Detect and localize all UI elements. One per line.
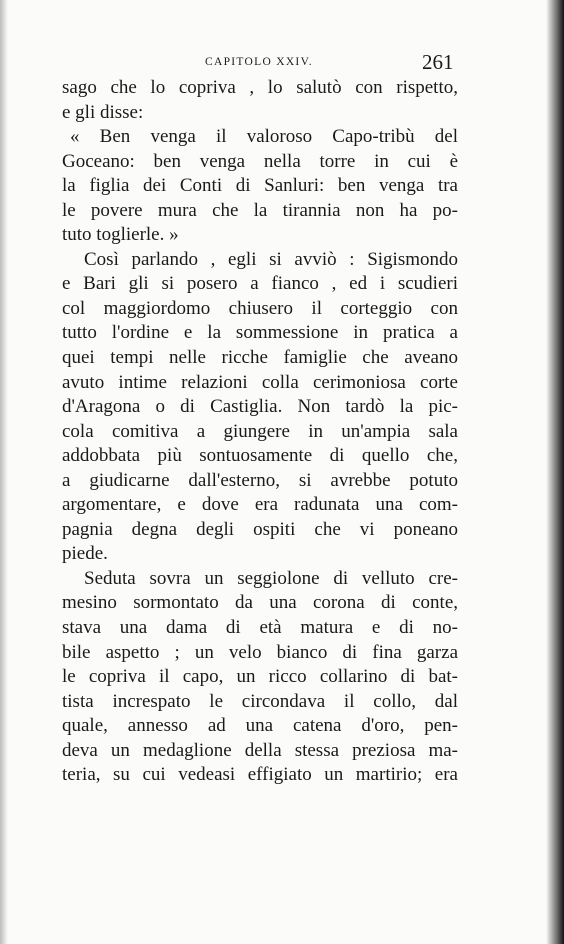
text-line: col maggiordomo chiusero il corteggio con (62, 297, 458, 319)
text-line: le copriva il capo, un ricco collarino di bat- (62, 666, 458, 688)
text-line: pagnia degna degli ospiti che vi poneano (62, 518, 458, 540)
text-line: avuto intime relazioni colla cerimoniosa corte (62, 371, 458, 393)
text-line: « Ben venga il valoroso Capo-tribù del (70, 126, 458, 148)
body-text (62, 76, 458, 788)
text-line: quei tempi nelle ricche famiglie che aveano (62, 347, 458, 369)
text-line: e Bari gli si posero a fianco , ed i scudieri (62, 273, 458, 295)
running-head: CAPITOLO XXIV. (205, 56, 313, 68)
text-line: addobbata più sontuosamente di quello che, (62, 445, 458, 467)
text-line: a giudicarne dall'esterno, si avrebbe potuto (62, 469, 458, 491)
text-line: deva un medaglione della stessa preziosa ma- (62, 739, 458, 761)
text-line: quale, annesso ad una catena d'oro, pen- (62, 715, 458, 737)
text-line: e gli disse: (62, 101, 144, 123)
text-line: le povere mura che la tirannia non ha po- (62, 199, 458, 221)
text-line: Così parlando , egli si avviò : Sigismondo (84, 248, 458, 270)
binding-shadow (546, 0, 564, 944)
text-line: Goceano: ben venga nella torre in cui è (62, 150, 458, 172)
page-header (205, 52, 465, 74)
text-line: tuto toglierle. » (62, 224, 179, 246)
text-line: d'Aragona o di Castiglia. Non tardò la pic- (62, 396, 458, 418)
text-line: tutto l'ordine e la sommessione in pratica a (62, 322, 458, 344)
text-line: piede. (62, 543, 108, 565)
text-line: mesino sormontato da una corona di conte, (62, 592, 458, 614)
text-line: tista increspato le circondava il collo, dal (62, 690, 458, 712)
text-line: stava una dama di età matura e di no- (62, 617, 458, 639)
text-line: Seduta sovra un seggiolone di velluto cre- (84, 567, 458, 589)
text-line: la figlia dei Conti di Sanluri: ben venga tra (62, 175, 458, 197)
page-number: 261 (422, 50, 454, 74)
text-line: argomentare, e dove era radunata una com- (62, 494, 458, 516)
page-edge-shadow (0, 0, 8, 944)
text-line: sago che lo copriva , lo salutò con rispetto, (62, 77, 458, 98)
text-line: cola comitiva a giungere in un'ampia sala (62, 420, 458, 442)
text-line: bile aspetto ; un velo bianco di fina garza (62, 641, 458, 663)
text-line: teria, su cui vedeasi effigiato un martirio; era (62, 764, 458, 786)
